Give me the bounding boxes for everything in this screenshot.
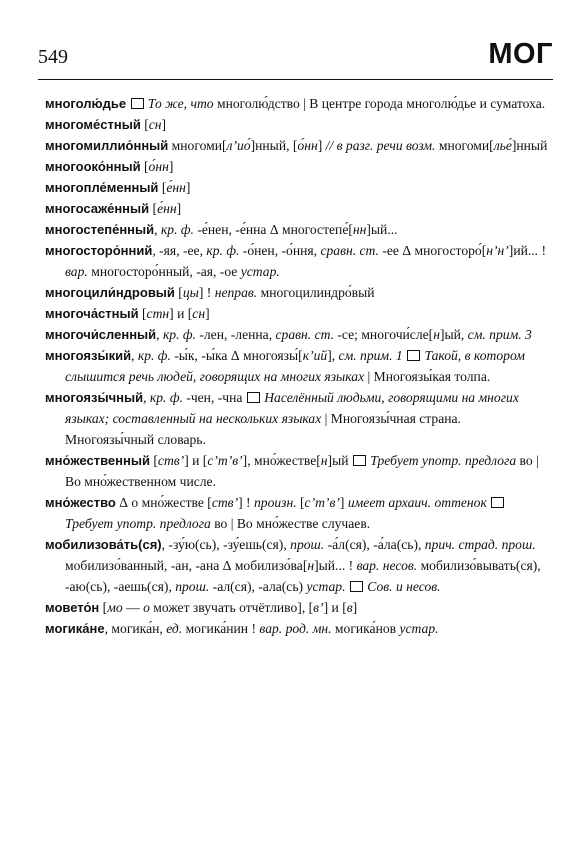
entry-text: [	[158, 180, 167, 195]
italic-note: о́нн	[148, 159, 169, 174]
italic-note: сравн. ст.	[275, 327, 334, 342]
triangle-marker-icon: Δ	[222, 558, 232, 573]
italic-note: Требует употр. предлога	[366, 453, 517, 468]
italic-note: сн	[148, 117, 162, 132]
dictionary-entry	[45, 597, 553, 618]
headword: мовето́н	[45, 600, 100, 615]
italic-note: Населённый людьми, говорящими на многих языках; составленный на нескольких языках	[65, 390, 519, 426]
entry-text: ,	[156, 327, 163, 342]
dictionary-entry	[45, 387, 553, 450]
italic-note: мо	[107, 600, 123, 615]
italic-note: Сов. и несов.	[363, 579, 441, 594]
italic-note: см. прим. 1	[338, 348, 403, 363]
entry-text: [	[99, 600, 108, 615]
entry-text: ]	[185, 180, 191, 195]
entry-text: многостепе́[	[278, 222, 353, 237]
italic-note: с’т’в’	[304, 495, 340, 510]
headword: многоязы́чный	[45, 390, 144, 405]
italic-note: см. прим. 3	[467, 327, 532, 342]
entry-text: ]	[168, 159, 174, 174]
entry-text: , могика́н,	[104, 621, 167, 636]
square-marker-icon	[247, 392, 260, 403]
entry-text: ] !	[238, 495, 254, 510]
square-marker-icon	[353, 455, 366, 466]
entry-text: ]	[317, 138, 326, 153]
headword: многосторо́нний	[45, 243, 153, 258]
italic-note: н’н’	[486, 243, 509, 258]
headword: мобилизова́ть(ся)	[45, 537, 162, 552]
entry-text: может звучать отчётливо], [	[149, 600, 314, 615]
italic-note: Требует употр. предлога	[65, 516, 211, 531]
italic-note: ед.	[166, 621, 183, 636]
triangle-marker-icon: Δ	[269, 222, 279, 237]
italic-note: прич. страд. прош.	[424, 537, 536, 552]
italic-note: кр. ф.	[149, 390, 183, 405]
italic-note: е́нн	[166, 180, 186, 195]
headword: многоцили́ндровый	[45, 285, 175, 300]
entry-text: | Многоязы́чная страна. Многоязы́чный словарь.	[65, 411, 461, 447]
entry-text	[126, 96, 129, 111]
italic-note: кр. ф.	[206, 243, 240, 258]
square-marker-icon	[350, 581, 363, 592]
italic-note: лье́	[493, 138, 512, 153]
entry-text: ] и [	[184, 453, 208, 468]
entry-text: [	[149, 453, 158, 468]
square-marker-icon	[407, 350, 420, 361]
entry-text: многосторо́[	[411, 243, 487, 258]
italic-note: неправ.	[214, 285, 258, 300]
italic-note: кр. ф.	[162, 327, 196, 342]
italic-note: н	[433, 327, 440, 342]
italic-note: имеет архаич. оттенок	[347, 495, 487, 510]
italic-note: сравн. ст.	[320, 243, 379, 258]
entry-text: могика́нов	[331, 621, 400, 636]
entry-text: ,	[154, 222, 161, 237]
dictionary-entry	[45, 198, 553, 219]
italic-note: вар.	[65, 264, 88, 279]
entry-text: ,	[131, 348, 138, 363]
italic-note: е́нн	[157, 201, 177, 216]
italic-note: устар.	[399, 621, 439, 636]
italic-note: кр. ф.	[160, 222, 194, 237]
entry-text: [	[140, 159, 149, 174]
entry-text: -о́нен, -о́ння,	[239, 243, 321, 258]
entry-text: многоцилиндро́вый	[257, 285, 375, 300]
entry-text: ]	[352, 600, 358, 615]
italic-note: То же, что	[144, 96, 214, 111]
entry-text: -ал(ся), -ала(сь)	[209, 579, 307, 594]
dictionary-entry	[45, 618, 553, 639]
entry-text: -а́л(ся), -а́ла(сь),	[324, 537, 425, 552]
italic-note: прош.	[290, 537, 325, 552]
headword: могика́не	[45, 621, 105, 636]
entry-text: [	[174, 285, 183, 300]
entry-text: ]ый... !	[314, 558, 357, 573]
entry-text: ]	[205, 306, 210, 321]
entry-text: ]	[176, 201, 182, 216]
headword: многопле́менный	[45, 180, 159, 195]
dictionary-entry	[45, 177, 553, 198]
page-header	[38, 38, 553, 78]
entry-text: мобилизо́ва[	[231, 558, 308, 573]
entry-text: , -яя, -ее,	[152, 243, 207, 258]
entry-text: -ее	[378, 243, 403, 258]
entry-text: [	[140, 117, 149, 132]
entry-text	[487, 495, 490, 510]
italic-note: ств’	[157, 453, 185, 468]
entry-text: ]нный	[511, 138, 548, 153]
headword: многолю́дье	[45, 96, 127, 111]
entry-text: могика́нин !	[182, 621, 260, 636]
entry-text: [	[296, 495, 305, 510]
dictionary-entry	[45, 492, 553, 534]
entry-text	[403, 348, 406, 363]
dictionary-entry	[45, 219, 553, 240]
entry-text: -ы́к, -ы́ка	[170, 348, 231, 363]
italic-note: прош.	[175, 579, 210, 594]
entry-text: ]	[339, 495, 348, 510]
triangle-marker-icon: Δ	[119, 495, 129, 510]
italic-note: н	[320, 453, 328, 468]
dictionary-entry	[45, 282, 553, 303]
headword: многомиллио́нный	[45, 138, 169, 153]
italic-note: н	[307, 558, 315, 573]
running-head: МОГ	[488, 38, 553, 70]
headword: многоязы́кий	[45, 348, 132, 363]
entry-text: ] и [	[169, 306, 193, 321]
dictionary-entry	[45, 450, 553, 492]
italic-note: вар. несов.	[356, 558, 418, 573]
entry-text: ]ый,	[439, 327, 468, 342]
entry-text: ] и [	[323, 600, 347, 615]
italic-note: ств’	[211, 495, 239, 510]
entry-text: многоми[	[435, 138, 494, 153]
italic-note: в	[346, 600, 353, 615]
italic-note: стн	[146, 306, 170, 321]
dictionary-entry	[45, 534, 553, 597]
dictionary-entry	[45, 240, 553, 282]
headword: мно́жество	[45, 495, 116, 510]
dictionary-entry	[45, 156, 553, 177]
dictionary-entry	[45, 303, 553, 324]
entry-text: [	[149, 201, 158, 216]
italic-note: в’	[313, 600, 324, 615]
entry-text: ], мно́жестве[	[242, 453, 321, 468]
italic-note: устар.	[240, 264, 280, 279]
entry-text: мобилизо́вывать(ся), -аю(сь), -аешь(ся),	[65, 558, 541, 594]
entry-text: -се; многочи́сле[	[334, 327, 434, 342]
italic-note: о	[143, 600, 150, 615]
headword: многооко́нный	[45, 159, 141, 174]
italic-note: к’ий	[302, 348, 328, 363]
square-marker-icon	[131, 98, 144, 109]
entry-text: ],	[327, 348, 339, 363]
entry-list	[45, 93, 553, 639]
headword: многосаже́нный	[45, 201, 150, 216]
entry-text: во | Во мно́жестве случаев.	[210, 516, 371, 531]
headword: многочи́сленный	[45, 327, 157, 342]
entry-text: -чен, -чна	[182, 390, 246, 405]
dictionary-entry	[45, 93, 553, 114]
entry-text: многоязы́[	[239, 348, 303, 363]
entry-text: -лен, -ленна,	[195, 327, 276, 342]
italic-note: л’ио́	[226, 138, 251, 153]
dictionary-entry	[45, 324, 553, 345]
entry-text: , -зу́ю(сь), -зу́ешь(ся),	[161, 537, 291, 552]
headword: многоча́стный	[45, 306, 139, 321]
entry-text: мобилизо́ванный, -ан, -ана	[65, 558, 223, 573]
entry-text: ] !	[198, 285, 215, 300]
entry-text: многосторо́нный, -ая, -ое	[87, 264, 241, 279]
triangle-marker-icon: Δ	[402, 243, 412, 258]
dictionary-entry	[45, 345, 553, 387]
entry-text: ]нный, [	[250, 138, 298, 153]
entry-text: ,	[143, 390, 150, 405]
entry-text: ]ый	[327, 453, 352, 468]
italic-note: сн	[192, 306, 206, 321]
entry-text: ]ый...	[366, 222, 398, 237]
entry-text: о мно́жестве [	[128, 495, 212, 510]
entry-text: ]ий... !	[508, 243, 546, 258]
italic-note: Такой, в котором слышится речь людей, говорящих на многих языках	[65, 348, 525, 384]
headword: мно́жественный	[45, 453, 150, 468]
italic-note: кр. ф.	[137, 348, 171, 363]
entry-text: многоми[	[168, 138, 227, 153]
entry-text: —	[122, 600, 144, 615]
dictionary-entry	[45, 114, 553, 135]
italic-note: вар. род. мн.	[259, 621, 332, 636]
entry-text	[346, 579, 349, 594]
italic-note: цы	[182, 285, 199, 300]
triangle-marker-icon: Δ	[230, 348, 240, 363]
entry-text: | Многоязы́кая толпа.	[364, 369, 491, 384]
entry-text: ]	[161, 117, 167, 132]
dictionary-entry	[45, 135, 553, 156]
italic-note: // в разг. речи возм.	[325, 138, 436, 153]
italic-note: с’т’в’	[207, 453, 243, 468]
page-number: 549	[38, 46, 68, 68]
italic-note: нн	[352, 222, 367, 237]
italic-note: произн.	[253, 495, 297, 510]
entry-text: во | Во мно́жественном числе.	[65, 453, 539, 489]
entry-text: -е́нен, -е́нна	[193, 222, 270, 237]
entry-text: [	[138, 306, 147, 321]
italic-note: о́нн	[297, 138, 318, 153]
italic-note: устар.	[306, 579, 346, 594]
header-rule	[38, 79, 553, 80]
headword: многостепе́нный	[45, 222, 155, 237]
headword: многоме́стный	[45, 117, 141, 132]
square-marker-icon	[491, 497, 504, 508]
entry-text: многолю́дство | В центре города многолю́дье и суматоха.	[213, 96, 546, 111]
